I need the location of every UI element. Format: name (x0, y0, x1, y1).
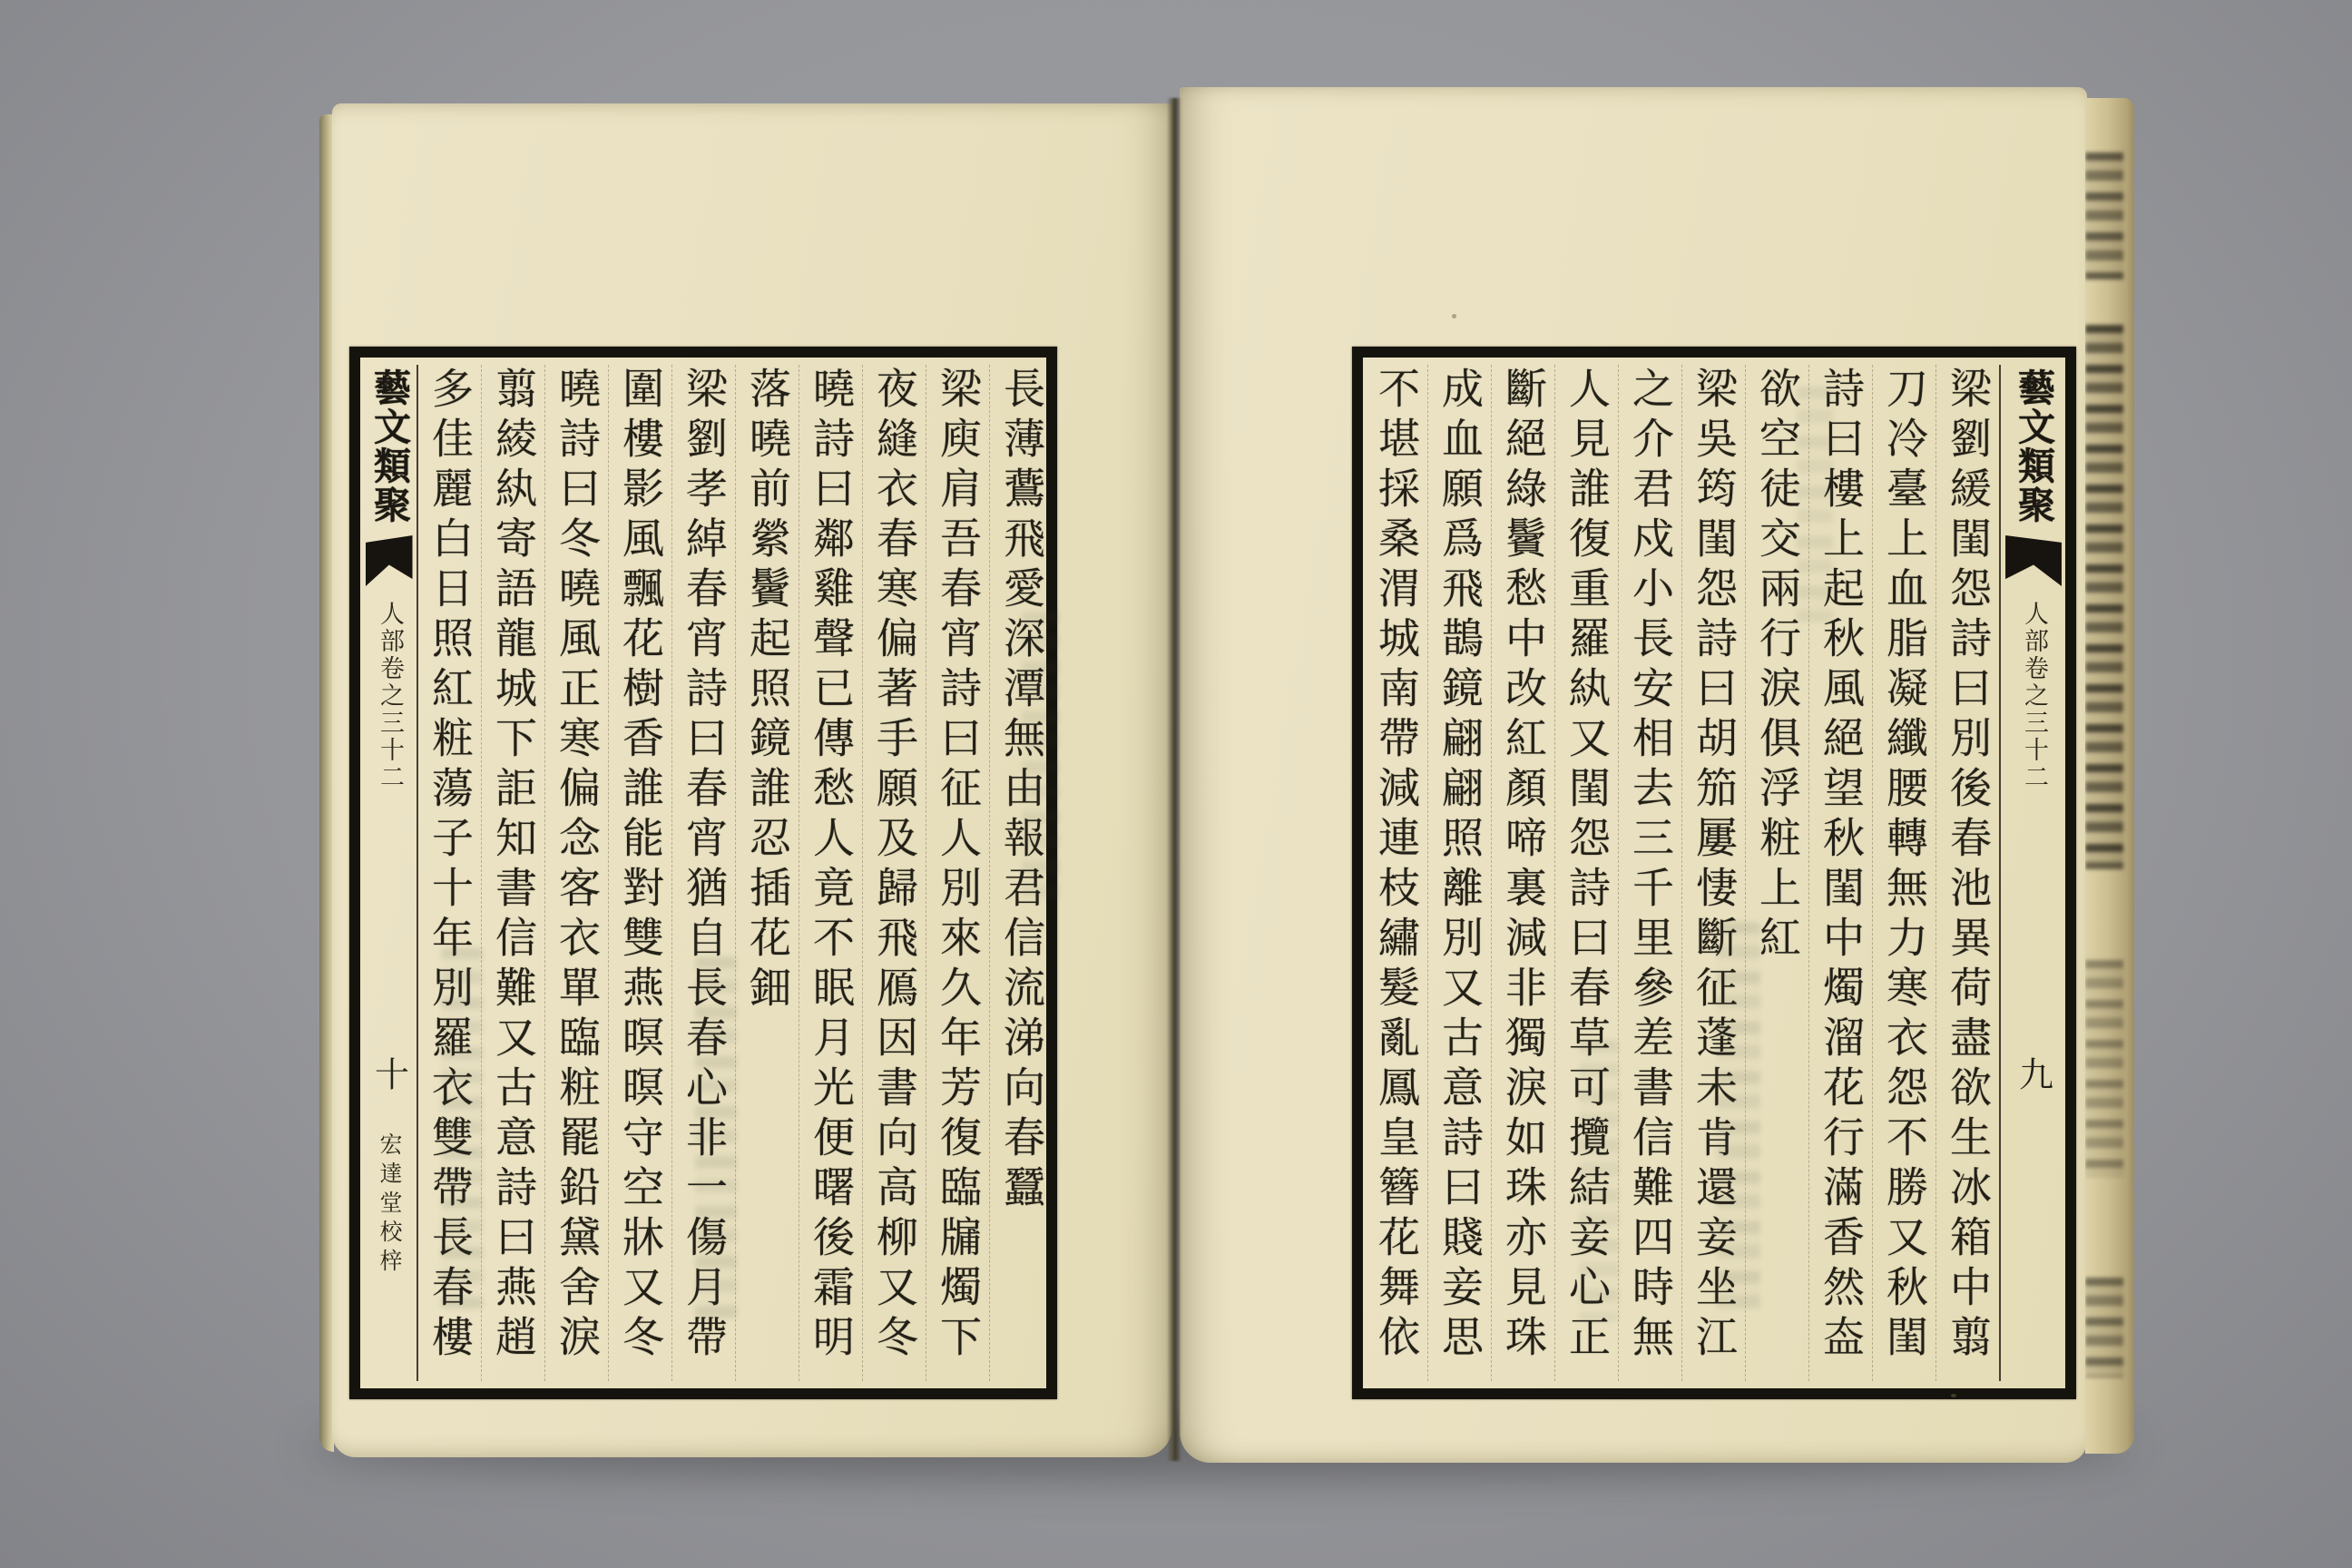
text-column: 人見誰復重羅紈又閨怨詩曰春草可攬結妾心正 (1554, 365, 1618, 1381)
text-column: 長薄鷰飛愛深潭無由報君信流涕向春蠶 (989, 365, 1053, 1381)
right-page (1180, 87, 2087, 1463)
gutter-fold (1167, 98, 1181, 1461)
text-column: 梁庾肩吾春宵詩曰征人別來久年芳復臨牖燭下 (926, 365, 989, 1381)
text-column: 梁劉緩閨怨詩曰別後春池異荷盡欲生冰箱中翦 (1936, 365, 1999, 1381)
bleed-through-smudge (1022, 612, 1060, 902)
bleed-through-smudge (1797, 387, 1833, 622)
ink-bleed-mark (2085, 325, 2123, 869)
section-label: 人部卷之三十二 (2020, 601, 2048, 791)
bleed-through-smudge (695, 956, 737, 1319)
book-title: 藝文類聚 (368, 368, 411, 524)
right-page-frame (1352, 347, 2076, 1399)
banxin-column-right (1999, 365, 2066, 1381)
text-column: 落曉前縈鬢起照鏡誰忍插花鈿 (735, 365, 799, 1381)
left-page (332, 103, 1172, 1457)
text-column: 曉詩曰冬曉風正寒偏念客衣單臨粧罷鉛黛舍淚 (544, 365, 608, 1381)
text-column: 詩曰樓上起秋風絕望秋閨中燭溜花行滿香然盇 (1808, 365, 1872, 1381)
banxin-column-left (362, 365, 418, 1381)
text-column: 刀冷臺上血脂凝纖腰轉無力寒衣怨不勝又秋閨 (1872, 365, 1936, 1381)
section-label: 人部卷之三十二 (376, 601, 404, 791)
text-column: 不堪採桑渭城南帶減連枝繡髮亂鳳皇簪花舞依 (1372, 367, 1421, 1365)
folio-number: 九 (2013, 1056, 2053, 1091)
folio-number: 十 (368, 1056, 409, 1091)
book-title: 藝文類聚 (2012, 368, 2055, 524)
ink-bleed-mark (2085, 960, 2123, 1178)
bleed-through-smudge (1717, 922, 1760, 1312)
text-column: 圍樓影風飄花樹香誰能對雙燕暝暝守空牀又冬 (608, 365, 671, 1381)
fishtail-mark-icon (366, 535, 413, 586)
text-column: 斷絕綠鬢愁中改紅顏啼裏減非獨淚如珠亦見珠 (1491, 365, 1554, 1381)
text-column: 成血願爲飛鵲鏡翩翩照離別又古意詩曰賤妾思 (1427, 365, 1491, 1381)
text-column: 之介君戍小長安相去三千里參差書信難四時無 (1618, 365, 1681, 1381)
text-column: 夜縫衣春寒偏著手願及歸飛鴈因書向高柳又冬 (862, 365, 926, 1381)
text-column: 梁劉孝綽春宵詩曰春宵猶自長春心非一傷月帶 (671, 365, 735, 1381)
fishtail-mark-icon (2005, 535, 2062, 586)
publisher-colophon: 宏達堂校梓 (377, 1132, 403, 1278)
text-column: 欲空徒交兩行淚俱浮粧上紅 (1745, 365, 1808, 1381)
text-column: 多佳麗白日照紅粧蕩子十年別羅衣雙帶長春樓 (426, 367, 475, 1365)
bleed-through-smudge (1579, 1040, 1619, 1321)
text-column: 梁吳筠閨怨詩曰胡笳屢悽斷征蓬未肯還妾坐江 (1681, 365, 1745, 1381)
text-column: 翦綾紈寄語龍城下詎知書信難又古意詩曰燕趙 (481, 365, 544, 1381)
ink-bleed-mark (2085, 1278, 2123, 1377)
bleed-through-smudge (441, 947, 483, 1310)
ink-bleed-mark (2085, 152, 2123, 279)
right-text-block (1365, 365, 1999, 1381)
fore-edge (2085, 98, 2134, 1454)
text-column: 曉詩曰鄰雞聲已傳愁人竟不眠月光便曙後霜明 (799, 365, 862, 1381)
